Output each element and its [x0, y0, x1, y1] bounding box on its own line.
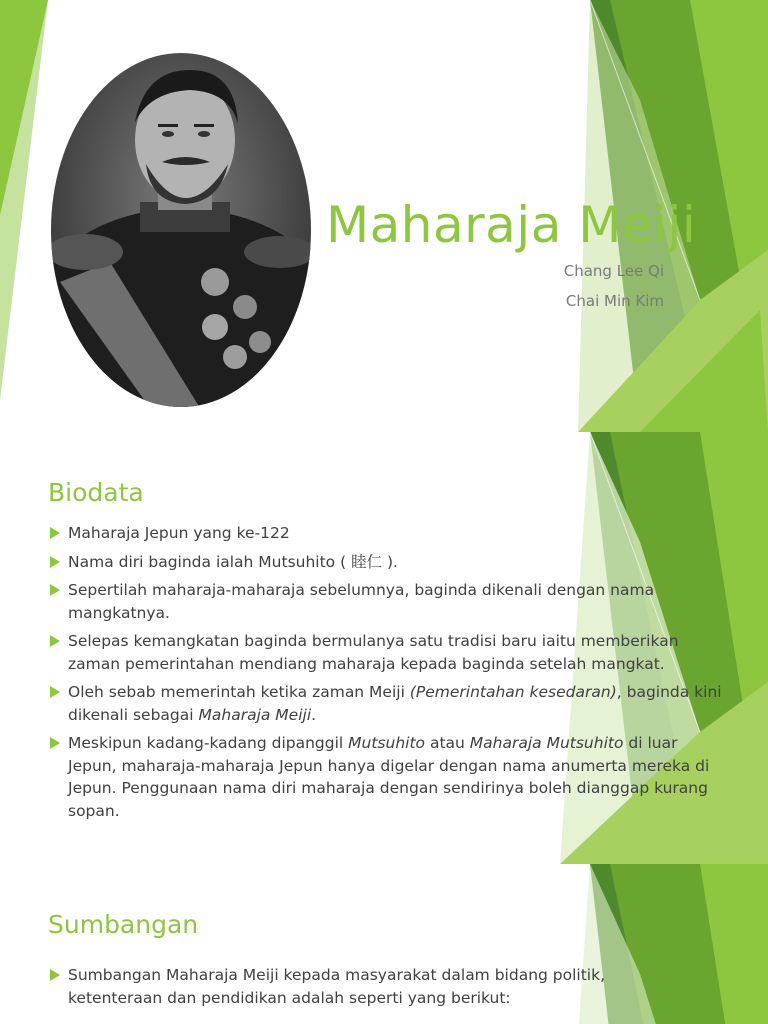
bullet-triangle-icon [50, 556, 60, 568]
bullet-item [48, 579, 728, 624]
bullet-triangle-icon [50, 686, 60, 698]
bullet-text: Selepas kemangkatan baginda bermulanya satu tradisi baru iaitu memberikan zaman pemerintahan mendiang maharaja kepada baginda setelah mangkat. [68, 632, 679, 673]
author-name-2: Chai Min Kim [565, 292, 664, 310]
bullet-emphasis: Mutsuhito [348, 734, 426, 752]
bullet-triangle-icon [50, 969, 60, 981]
bullet-triangle-icon [50, 584, 60, 596]
title-slide [0, 0, 768, 432]
bullet-text: Nama diri baginda ialah Mutsuhito ( 睦仁 ). [68, 552, 398, 571]
bullet-text: atau [425, 734, 470, 752]
sumbangan-bullet-list [48, 964, 608, 1015]
bullet-text: Oleh sebab memerintah ketika zaman Meiji [68, 683, 410, 701]
bullet-item [48, 522, 728, 545]
biodata-bullet-list [48, 522, 728, 828]
bullet-text: di luar Jepun, maharaja-maharaja Jepun hanya digelar dengan nama anumerta mereka di Jepun. Penggunaan nama diri maharaja dengan sendirinya boleh dianggap kurang sopan. [68, 734, 710, 820]
bullet-emphasis: (Pemerintahan kesedaran) [409, 683, 617, 701]
bullet-triangle-icon [50, 635, 60, 647]
sumbangan-slide [0, 864, 768, 1024]
slide-title: Maharaja Meiji [326, 196, 697, 254]
bullet-text: Maharaja Jepun yang ke-122 [68, 524, 290, 542]
bullet-text: Meskipun kadang-kadang dipanggil [68, 734, 349, 752]
bullet-item [48, 681, 728, 726]
author-name-1: Chang Lee Qi [563, 262, 664, 280]
bullet-item [48, 964, 608, 1009]
slide-heading: Sumbangan [48, 910, 199, 939]
bullet-triangle-icon [50, 737, 60, 749]
bullet-item [48, 732, 728, 822]
bullet-item [48, 630, 728, 675]
bullet-text: . [311, 705, 317, 724]
bullet-item [48, 551, 728, 574]
slide-heading: Biodata [48, 478, 144, 507]
bullet-emphasis: Maharaja Mutsuhito [469, 734, 624, 752]
bullet-triangle-icon [50, 527, 60, 539]
bullet-text: , baginda kini dikenali sebagai [68, 683, 722, 724]
emperor-portrait [50, 52, 312, 408]
biodata-slide [0, 432, 768, 864]
bullet-text: Sumbangan Maharaja Meiji kepada masyarakat dalam bidang politik, ketenteraan dan pendidikan adalah seperti yang berikut: [68, 966, 606, 1007]
bullet-text: Sepertilah maharaja-maharaja sebelumnya, baginda dikenali dengan nama mangkatnya. [68, 581, 655, 622]
bullet-emphasis: Maharaja Meiji [198, 705, 312, 724]
